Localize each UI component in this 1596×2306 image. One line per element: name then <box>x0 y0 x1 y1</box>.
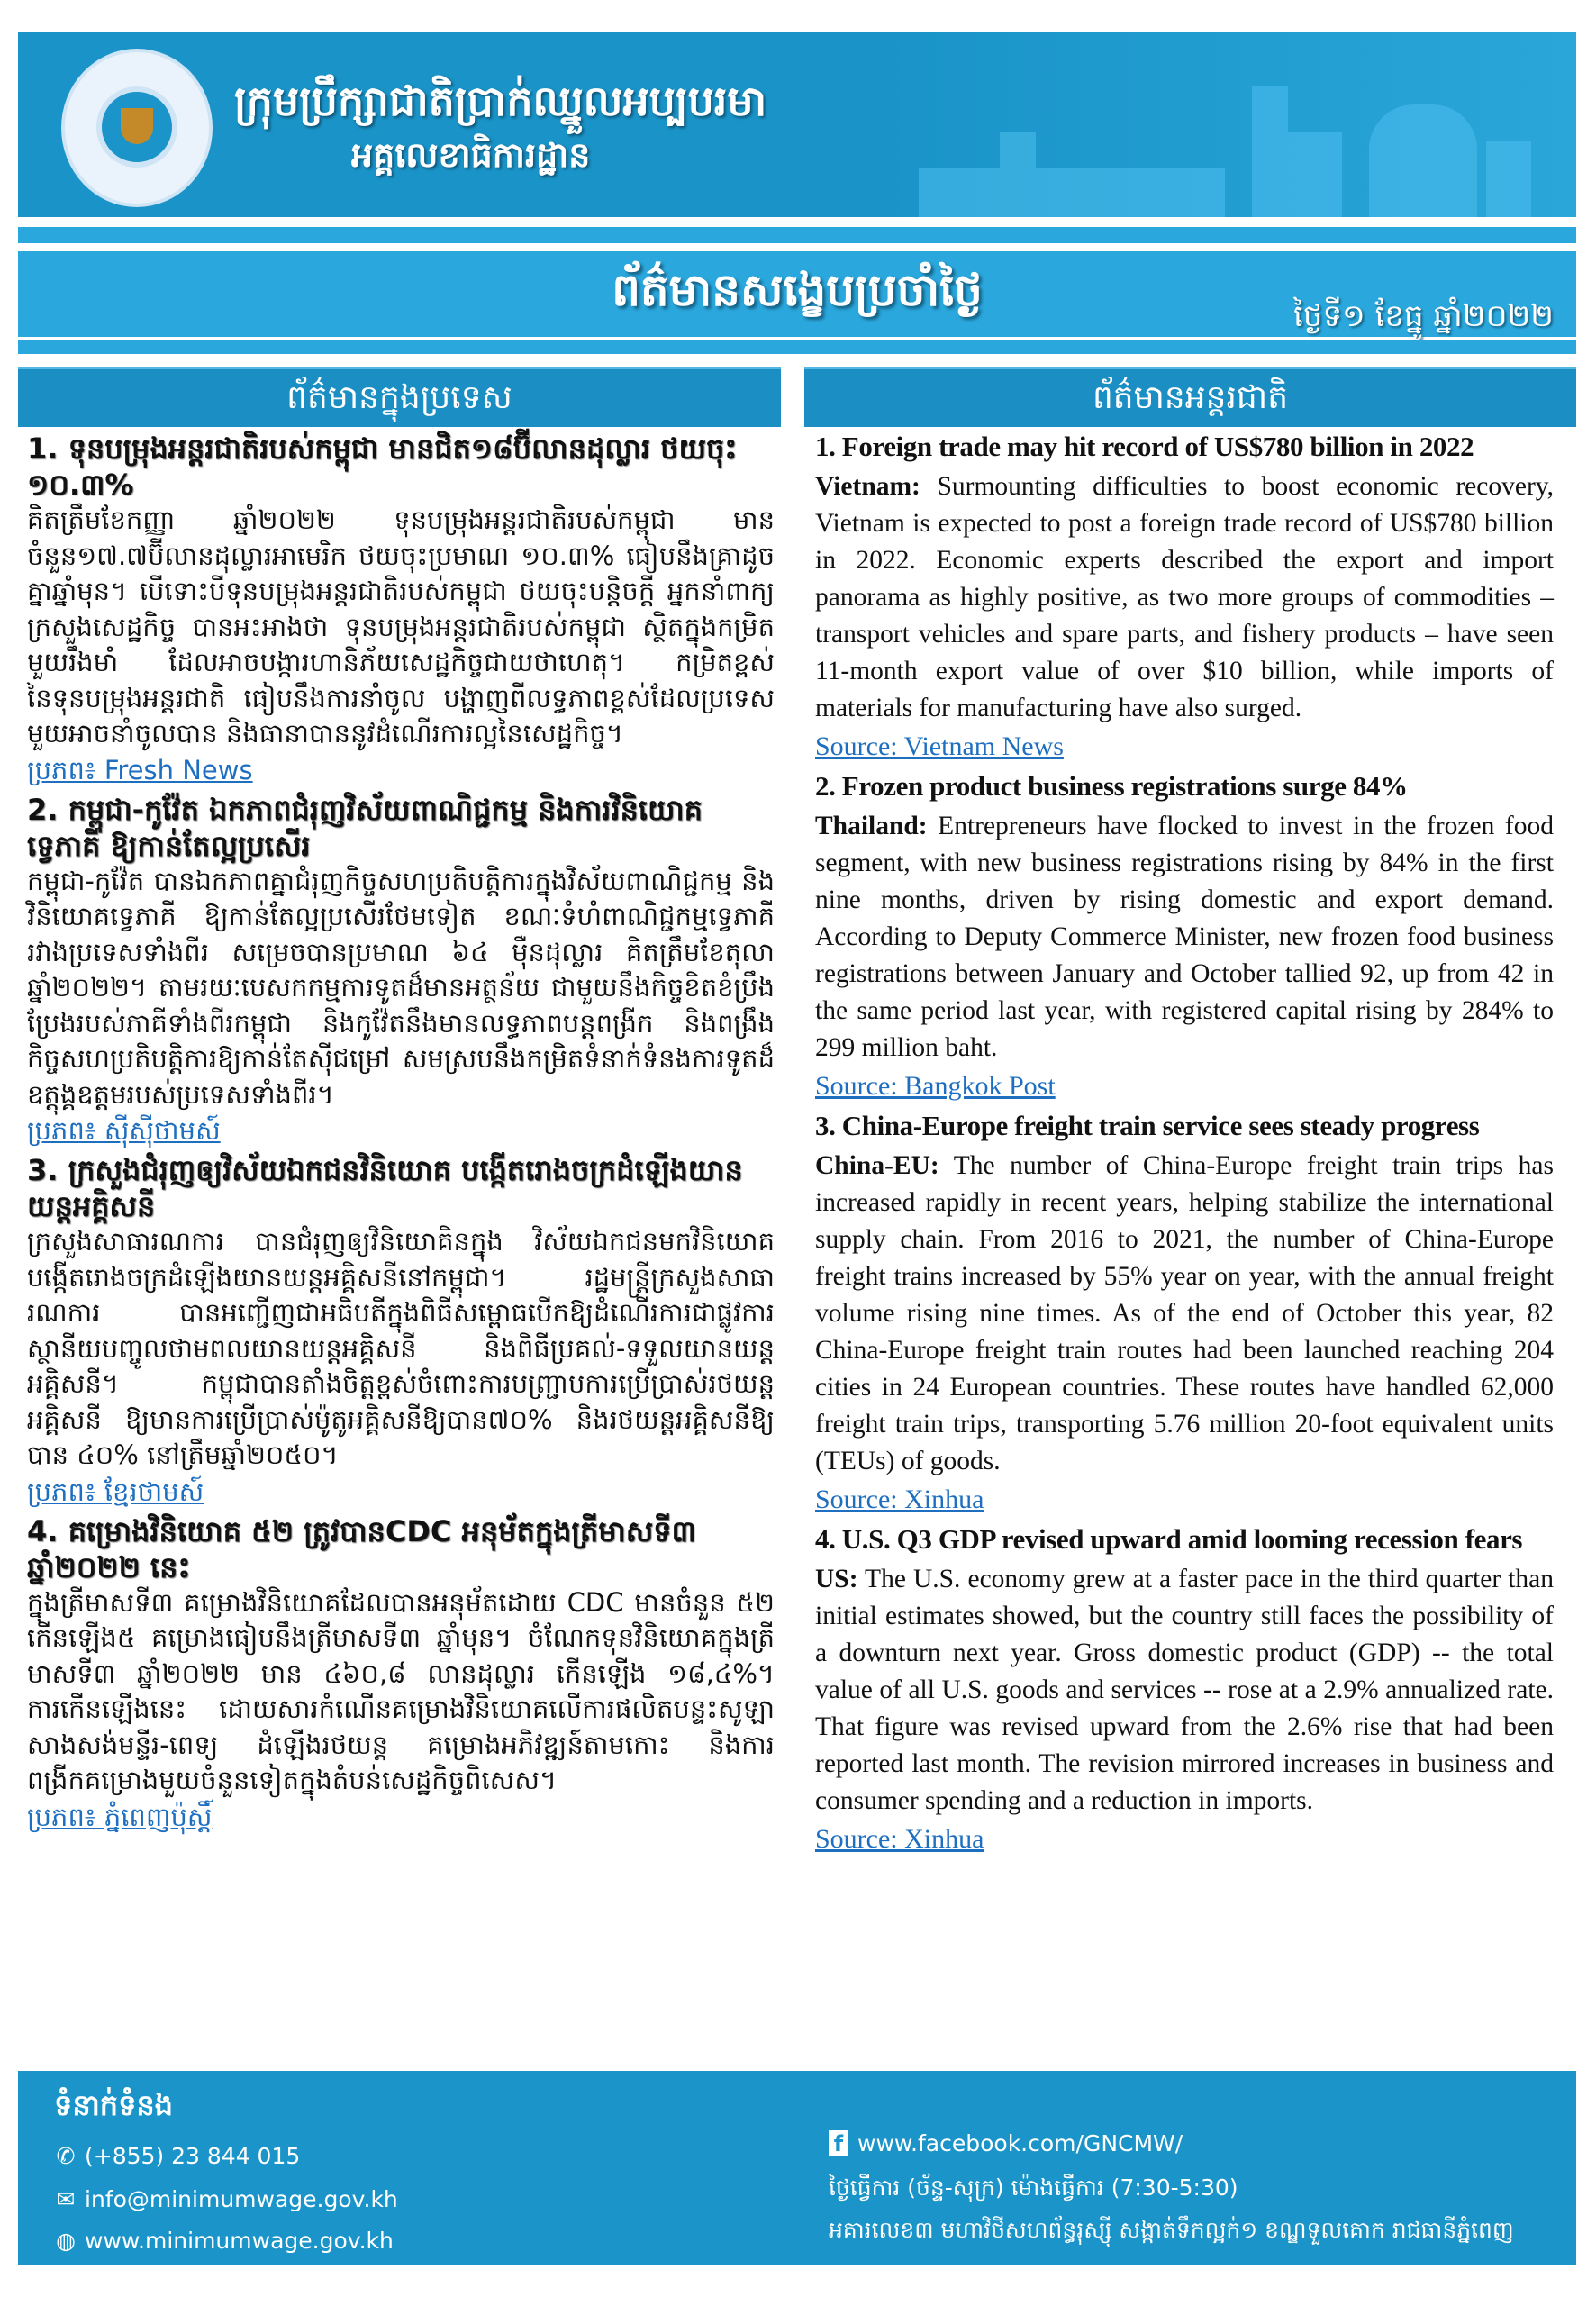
article-region: Thailand: <box>815 812 928 840</box>
international-article <box>815 1108 1554 1520</box>
domestic-article <box>27 1152 775 1510</box>
office-hours: ថ្ងៃធ្វើការ (ច័ន្ទ-សុក្រ) ម៉ោងធ្វើការ (7:30-5:30) <box>829 2174 1238 2201</box>
article-title: 3. ក្រសួងជំរុញឲ្យវិស័យឯកជនវិនិយោគ បង្កើតរោងចក្រដំឡើងយានយន្តអគ្គិសនី <box>27 1153 743 1223</box>
international-article <box>815 1521 1554 1859</box>
article-body: Vietnam: Surmounting difficulties to boost economic recovery, Vietnam is expected to post a foreign trade record of US$780 billion in 2022. Economic experts described the export and import panorama as highly positive, as two more groups of commodities – transport vehicles and spare parts, and fishery products – have seen 11-month export value of over $10 billion, while imports of materials for manufacturing have also surged. <box>815 472 1554 722</box>
email-contact[interactable]: ✉ info@minimumwage.gov.kh <box>54 2186 398 2212</box>
facebook-icon: f <box>829 2130 848 2156</box>
office-address: អគារលេខ៣ មហាវិថីសហព័ន្ធរុស្ស៊ី សង្កាត់ទឹកល្អក់១ ខណ្ឌទួលគោក រាជធានីភ្នំពេញ <box>829 2217 1514 2243</box>
international-article <box>815 768 1554 1106</box>
header-banner <box>18 32 1576 217</box>
footer <box>18 2071 1576 2265</box>
article-region: US: <box>815 1565 858 1593</box>
contact-heading: ទំនាក់ទំនង <box>54 2088 174 2122</box>
phone-contact: ✆ (+855) 23 844 015 <box>54 2143 300 2169</box>
envelope-icon: ✉ <box>56 2186 76 2212</box>
domestic-news-heading: ព័ត៌មានក្នុងប្រទេស <box>18 367 781 427</box>
title-band <box>18 249 1576 340</box>
source-link[interactable]: ប្រភព៖ ស៊ីស៊ីថាមស៍ <box>27 1115 221 1146</box>
domestic-article <box>27 431 775 788</box>
domestic-article <box>27 792 775 1149</box>
article-body: កម្ពុជា-កូវ៉ែត បានឯកភាពគ្នាជំរុញកិច្ចសហប្រតិបត្តិការក្នុងវិស័យពាណិជ្ជកម្ម និងវិនិយោគទ្វេភាគី ឱ្យកាន់តែល្អប្រសើរថែមទៀត ខណៈទំហំពាណិជ្ជកម្មទ្វេភាគីរវាងប្រទេសទាំងពីរ សម្រេចបានប្រមាណ ៦៤ ម៉ឺនដុល្លារ គិតត្រឹមខែតុលាឆ្នាំ២០២២។ តាមរយៈបេសកកម្មការទូតដ៏មានអត្ថន័យ ជាមួយនឹងកិច្ចខិតខំប្រឹងប្រែងរបស់ភាគីទាំងពីរកម្ពុជា និងកូវ៉ែតនឹងមានលទ្ធភាពបន្តពង្រីក និងពង្រឹងកិច្ចសហប្រតិបត្តិការឱ្យកាន់តែស៊ីជម្រៅ សមស្របនឹងកម្រិតទំនាក់ទំនងការទូតដ៏ឧត្តុង្គឧត្តមរបស់ប្រទេសទាំងពីរ។ <box>27 865 775 1110</box>
source-link[interactable]: Source: Vietnam News <box>815 731 1064 761</box>
article-body: Thailand: Entrepreneurs have flocked to invest in the frozen food segment, with new business registrations rising by 84% in the first nine months, driven by rising domestic and export demand. According to Deputy Commerce Minister, new frozen food business registrations between January and October tallied 92, up from 42 in the same period last year, with registered capital rising by 284% to 299 million baht. <box>815 812 1554 1062</box>
article-title: 1. Foreign trade may hit record of US$780 billion in 2022 <box>815 431 1474 462</box>
website-contact[interactable]: ◍ www.minimumwage.gov.kh <box>54 2228 394 2254</box>
article-region: Vietnam: <box>815 472 920 501</box>
article-title: 2. កម្ពុជា-កូវ៉ែត ឯកភាពជំរុញវិស័យពាណិជ្ជកម្ម និងការវិនិយោគទ្វេភាគី ឱ្យកាន់តែល្អប្រសើរ <box>27 792 703 863</box>
article-body: US: The U.S. economy grew at a faster pace in the third quarter than initial estimates showed, but the country still faces the possibility of a downturn next year. Gross domestic product (GDP) -- the total value of all U.S. goods and services -- rose at a 2.9% annualized rate. That figure was revised upward from the 2.6% rise that had been reported last month. The revision mirrored increases in business and consumer spending and a reduction in imports. <box>815 1565 1554 1815</box>
facebook-contact[interactable]: f www.facebook.com/GNCMW/ <box>829 2130 1183 2156</box>
phone-icon: ✆ <box>56 2143 76 2169</box>
domestic-article <box>27 1513 775 1835</box>
domestic-news-column <box>27 427 775 1835</box>
article-title: 2. Frozen product business registrations surge 84% <box>815 770 1408 802</box>
international-article <box>815 429 1554 767</box>
source-link[interactable]: Source: Xinhua <box>815 1824 984 1854</box>
article-body: ក្នុងត្រីមាសទី៣ គម្រោងវិនិយោគដែលបានអនុម័តដោយ CDC មានចំនួន ៥២ កើនឡើង៥ គម្រោងធៀបនឹងត្រីមាសទី៣ ឆ្នាំមុន។ ចំណែកទុនវិនិយោគក្នុងត្រីមាសទី៣ ឆ្នាំ២០២២ មាន ៤៦០,៨ លានដុល្លារ កើនឡើង ១៨,៤%។ ការកើនឡើងនេះ ដោយសារកំណើនគម្រោងវិនិយោគលើការផលិតបន្ទះសូឡា សាងសង់មន្ទីរ-ពេទ្យ ដំឡើងរថយន្ត គម្រោងអភិវឌ្ឍន៍តាមកោះ និងការពង្រីកគម្រោងមួយចំនួនទៀតក្នុងតំបន់សេដ្ឋកិច្ចពិសេស។ <box>27 1586 775 1795</box>
article-title: 3. China-Europe freight train service sees steady progress <box>815 1110 1480 1141</box>
source-link[interactable]: ប្រភព៖ ភ្នំពេញប៉ុស្តិ៍ <box>27 1801 213 1832</box>
article-body: China-EU: The number of China-Europe freight train trips has increased rapidly in recent years, helping stabilize the international supply chain. From 2016 to 2021, the number of China-Europe freight trains increased by 55% year on year, with the annual freight volume rising nine times. As of the end of October this year, 82 China-Europe freight train routes had been launched reaching 204 cities in 24 European countries. These routes have handled 62,000 freight train trips, transporting 5.76 million 20-foot equivalent units (TEUs) of goods. <box>815 1151 1554 1475</box>
article-body: គិតត្រឹមខែកញ្ញា ឆ្នាំ២០២២ ទុនបម្រុងអន្តរជាតិរបស់កម្ពុជា មានចំនួន១៧.៧ប៊ីលានដុល្លារអាមេរិក ថយចុះប្រមាណ ១០.៣% ធៀបនឹងគ្រាដូចគ្នាឆ្នាំមុន។ បើទោះបីទុនបម្រុងអន្តរជាតិរបស់កម្ពុជា ថយចុះបន្តិចក្តី អ្នកនាំពាក្យក្រសួងសេដ្ឋកិច្ច បានអះអាងថា ទុនបម្រុងអន្តរជាតិរបស់កម្ពុជា ស្ថិតក្នុងកម្រិតមួយរឹងមាំ ដែលអាចបង្ការហានិភ័យសេដ្ឋកិច្ចជាយថាហេតុ។ កម្រិតខ្ពស់នៃទុនបម្រុងអន្តរជាតិ ធៀបនឹងការនាំចូល បង្ហាញពីលទ្ធភាពខ្ពស់ដែលប្រទេសមួយអាចនាំចូលបាន និងធានាបាននូវដំណើរការល្អនៃសេដ្ឋកិច្ច។ <box>27 504 775 749</box>
article-title: 4. គម្រោងវិនិយោគ ៥២ ត្រូវបានCDC អនុម័តក្នុងត្រីមាសទី៣ ឆ្នាំ២០២២ នេះ <box>27 1513 696 1584</box>
council-seal-logo <box>61 49 213 207</box>
international-news-column <box>815 427 1554 1859</box>
org-name: ក្រុមប្រឹក្សាជាតិប្រាក់ឈ្នួលអប្បបរមា <box>234 77 767 125</box>
issue-date: ថ្ងៃទី១ ខែធ្នូ ឆ្នាំ២០២២ <box>1293 298 1554 334</box>
title-stripe-bottom <box>18 340 1576 354</box>
title-stripe-top <box>18 227 1576 243</box>
source-link[interactable]: Source: Xinhua <box>815 1484 984 1514</box>
source-link[interactable]: ប្រភព៖ Fresh News <box>27 754 253 785</box>
article-title: 4. U.S. Q3 GDP revised upward amid looming recession fears <box>815 1523 1523 1555</box>
article-region: China-EU: <box>815 1151 939 1180</box>
article-title: 1. ទុនបម្រុងអន្តរជាតិរបស់កម្ពុជា មានជិត១៨ប៊ីលានដុល្លារ ថយចុះ ១០.៣% <box>27 431 738 502</box>
international-news-heading: ព័ត៌មានអន្តរជាតិ <box>804 367 1576 427</box>
newsletter-title: ព័ត៌មានសង្ខេបប្រចាំថ្ងៃ <box>612 264 983 316</box>
source-link[interactable]: ប្រភព៖ ខ្មែរថាមស៍ <box>27 1475 204 1507</box>
org-subname: អគ្គលេខាធិការដ្ឋាន <box>351 135 591 175</box>
source-link[interactable]: Source: Bangkok Post <box>815 1071 1056 1101</box>
globe-icon: ◍ <box>56 2228 76 2254</box>
article-body: ក្រសួងសាធារណការ បានជំរុញឲ្យវិនិយោគិនក្នុង វិស័យឯកជនមកវិនិយោគបង្កើតរោងចក្រដំឡើងយានយន្តអគ្គិសនីនៅកម្ពុជា។ រដ្ឋមន្ត្រីក្រសួងសាធារណការ បានអញ្ជើញជាអធិបតីក្នុងពិធីសម្ពោធបើកឱ្យដំណើរការជាផ្លូវការ ស្ថានីយបញ្ចូលថាមពលយានយន្តអគ្គិសនី និងពិធីប្រគល់-ទទួលយានយន្តអគ្គិសនី។ កម្ពុជាបានតាំងចិត្តខ្ពស់ចំពោះការបញ្ជ្រាបការប្រើប្រាស់រថយន្តអគ្គិសនី ឱ្យមានការប្រើប្រាស់ម៉ូតូអគ្គិសនីឱ្យបាន៧០% និងរថយន្តអគ្គិសនីឱ្យបាន ៤០% នៅត្រឹមឆ្នាំ២០៥០។ <box>27 1226 775 1470</box>
